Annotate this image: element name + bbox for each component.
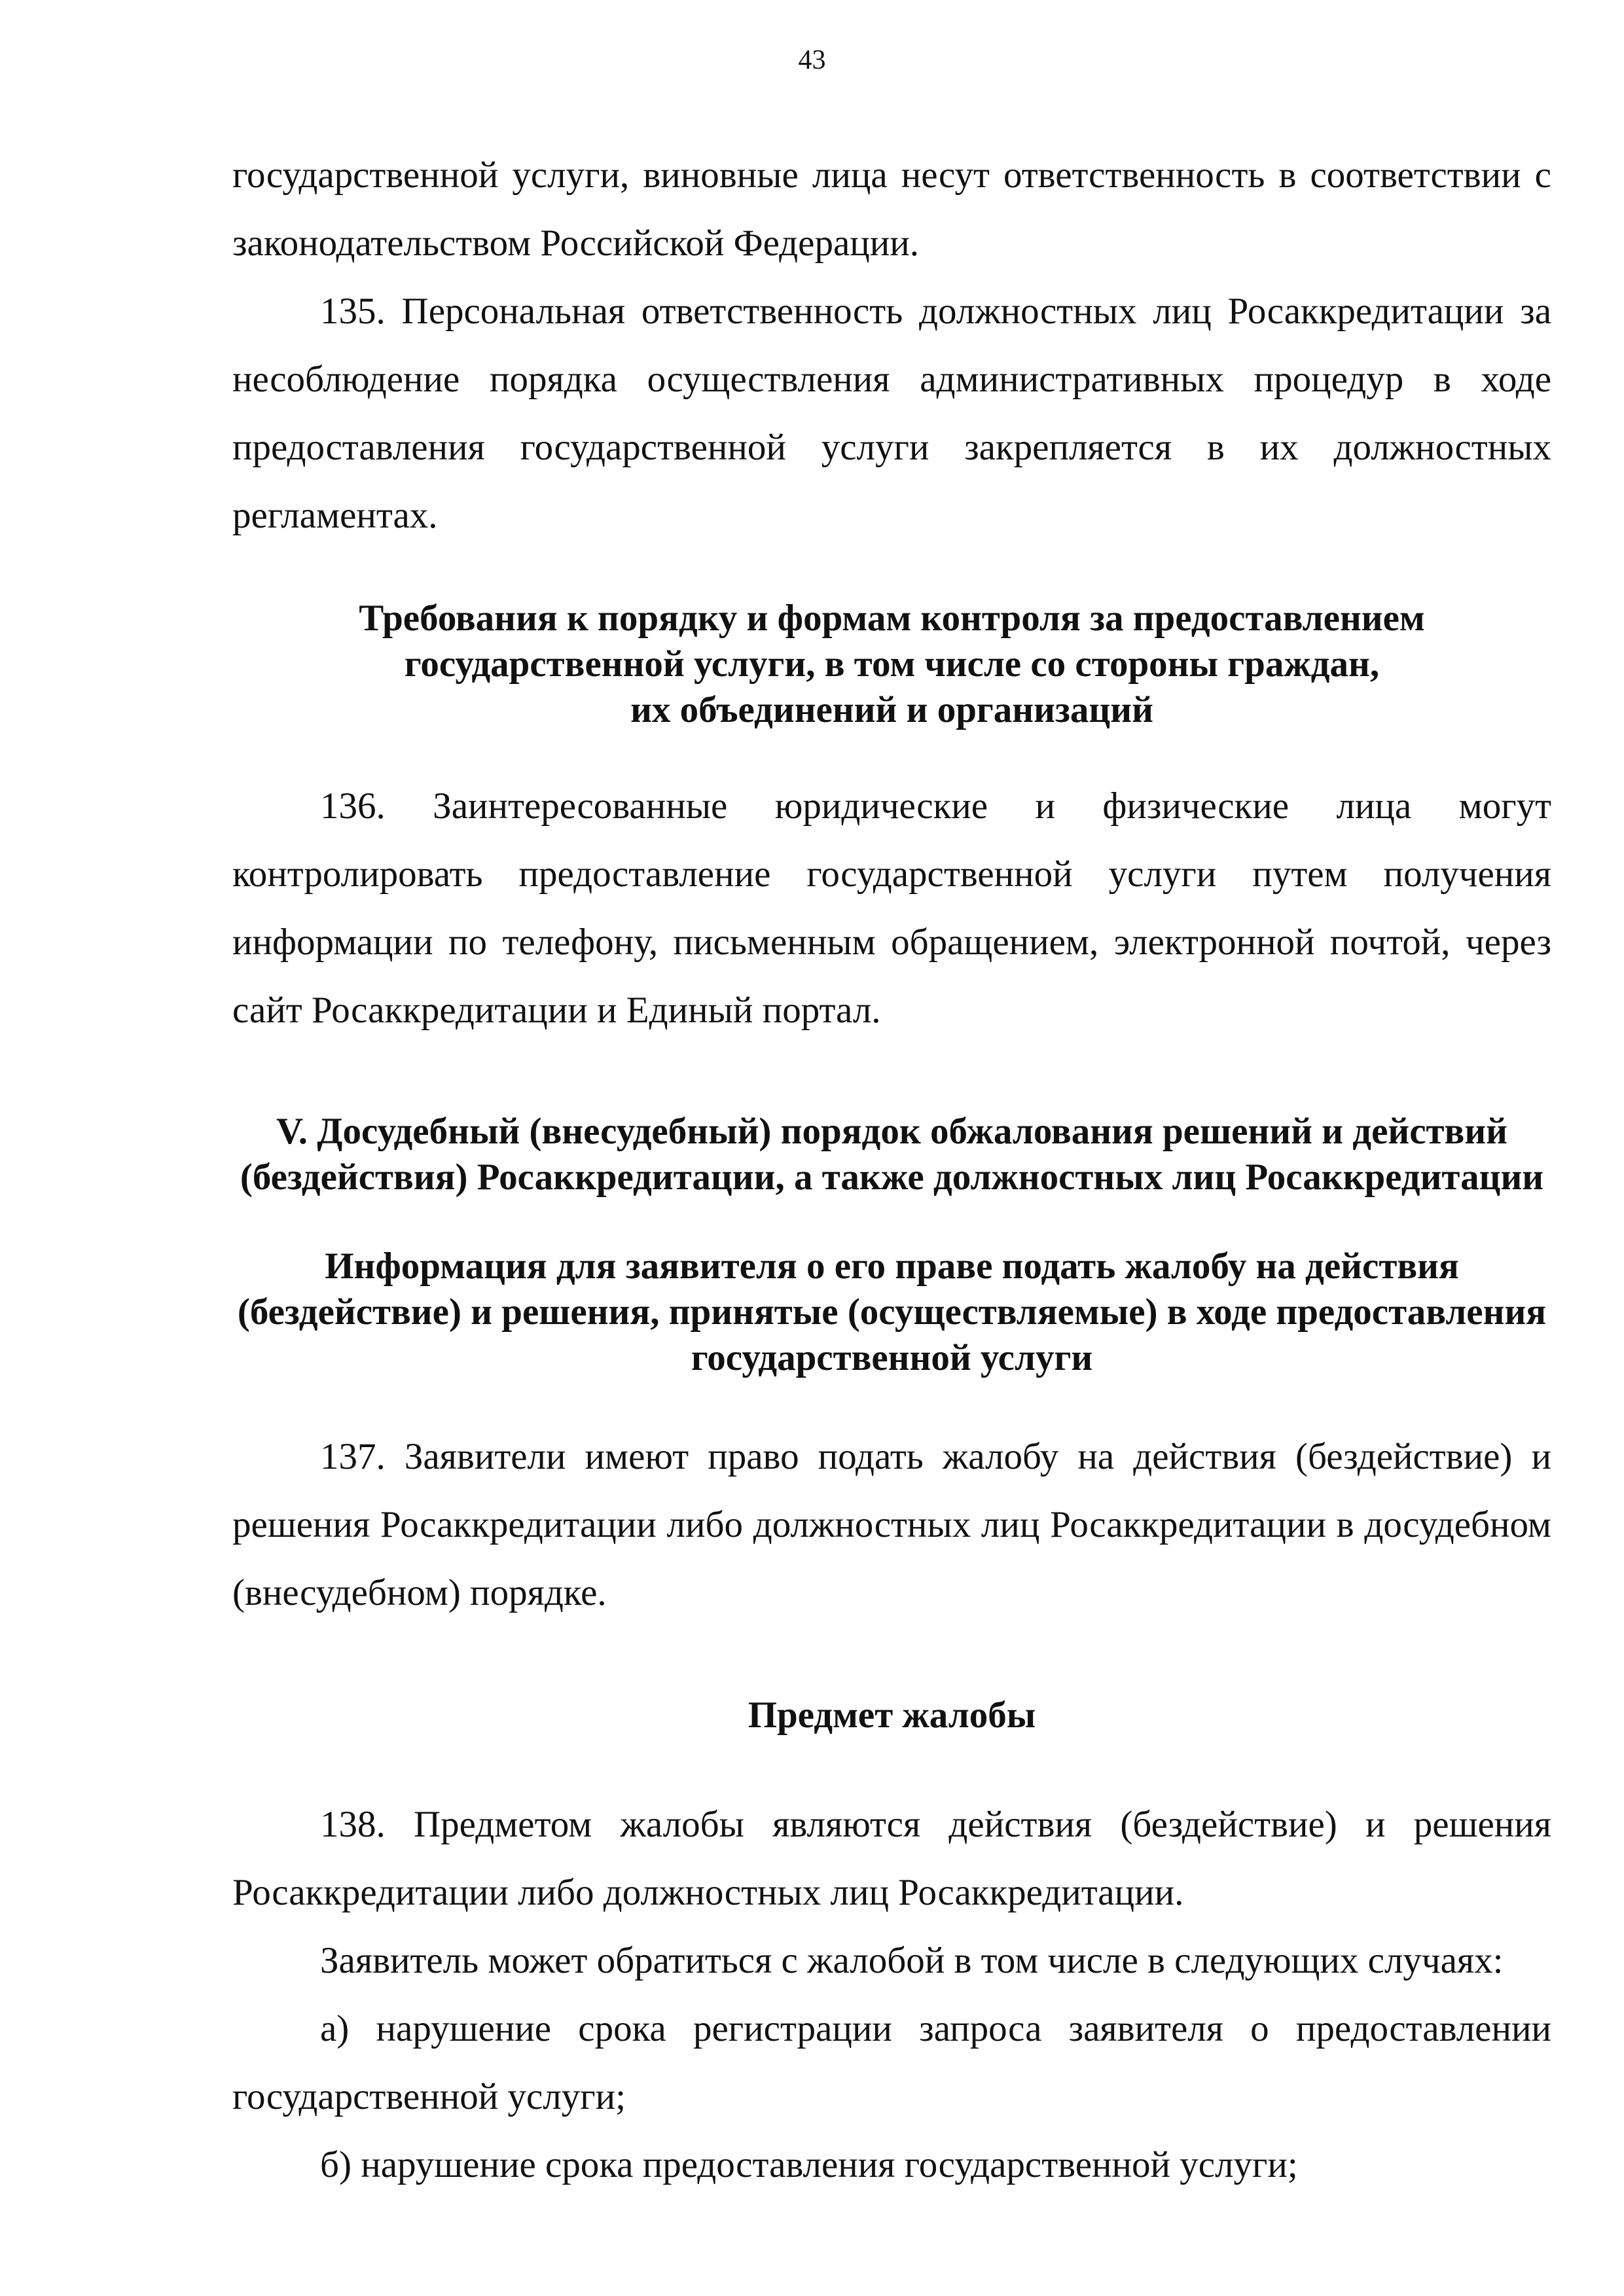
paragraph-138: 138. Предметом жалобы являются действия (бездействие) и решения Росаккредитации либо должностных лиц Росаккредитации. (232, 1804, 1551, 1913)
paragraph-137: 137. Заявители имеют право подать жалобу на действия (бездействие) и решения Росаккредитации либо должностных лиц Росаккредитации в досудебном (внесудебном) порядке. (232, 1436, 1551, 1613)
heading-line: (бездействие) и решения, принятые (осуществляемые) в ходе предоставления (237, 1291, 1547, 1333)
heading-line: V. Досудебный (внесудебный) порядок обжалования решений и действий (276, 1111, 1508, 1152)
list-item-a: а) нарушение срока регистрации запроса заявителя о предоставлении государственной услуги; (232, 2008, 1551, 2117)
paragraph-continuation: государственной услуги, виновные лица несут ответственность в соответствии с законодательством Российской Федерации. (232, 154, 1551, 264)
heading-complaint-subject: Предмет жалобы (748, 1695, 1036, 1736)
heading-control-requirements (232, 596, 1551, 733)
heading-complaint-info (232, 1244, 1551, 1381)
heading-line: государственной услуги, в том числе со стороны граждан, (404, 643, 1380, 685)
page-number: 43 (798, 45, 826, 75)
heading-line: государственной услуги (691, 1337, 1093, 1378)
heading-line: Требования к порядку и формам контроля за предоставлением (359, 598, 1425, 639)
paragraph-cases-intro: Заявитель может обратиться с жалобой в том числе в следующих случаях: (320, 1940, 1504, 1981)
heading-line: Информация для заявителя о его праве подать жалобу на действия (325, 1246, 1459, 1287)
heading-section-v (232, 1109, 1551, 1200)
document-body (232, 141, 1551, 2199)
paragraph-135: 135. Персональная ответственность должностных лиц Росаккредитации за несоблюдение порядка осуществления административных процедур в ходе предоставления государственной услуги закрепляется в их должностных регламентах. (232, 291, 1551, 536)
heading-line: их объединений и организаций (630, 689, 1153, 730)
paragraph-136: 136. Заинтересованные юридические и физические лица могут контролировать предоставление государственной услуги путем получения информации по телефону, письменным обращением, электронной почтой, через сайт Росаккредитации и Единый портал. (232, 785, 1551, 1031)
list-item-b: б) нарушение срока предоставления государственной услуги; (320, 2144, 1298, 2185)
heading-line: (бездействия) Росаккредитации, а также должностных лиц Росаккредитации (240, 1157, 1544, 1198)
